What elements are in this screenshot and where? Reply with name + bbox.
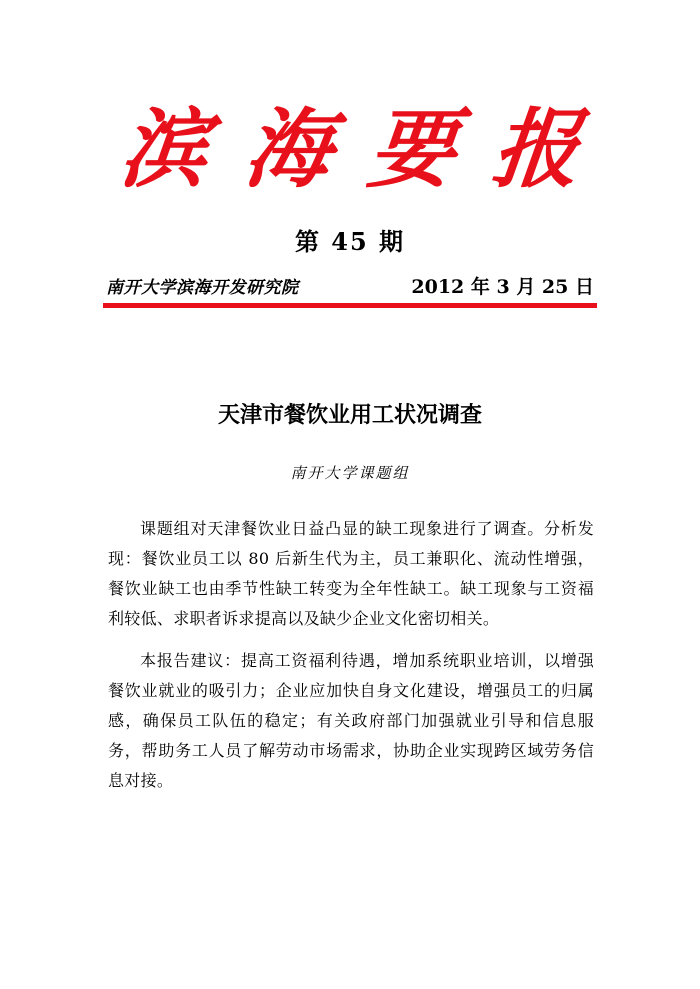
article-paragraph-recommendations: 本报告建议：提高工资福利待遇，增加系统职业培训，以增强餐饮业就业的吸引力；企业应加快自身文化建设，增强员工的归属感，确保员工队伍的稳定；有关政府部门加强就业引导和信息服务，帮助务工人员了解劳动市场需求，协助企业实现跨区域劳务信息对接。 <box>108 651 594 790</box>
masthead <box>0 100 700 200</box>
info-row <box>106 272 594 299</box>
header-divider <box>103 303 597 308</box>
article-paragraph-summary: 课题组对天津餐饮业日益凸显的缺工现象进行了调查。分析发现：餐饮业员工以 80 后新生代为主，员工兼职化、流动性增强，餐饮业缺工也由季节性缺工转变为全年性缺工。缺工现象与工资福利较低、求职者诉求提高以及缺少企业文化密切相关。 <box>108 519 594 628</box>
institute-name: 南开大学滨海开发研究院 <box>106 278 299 298</box>
article-author: 南开大学课题组 <box>290 464 410 482</box>
masthead-title: 滨海要报 <box>115 99 623 200</box>
article-body <box>108 514 594 808</box>
article-title: 天津市餐饮业用工状况调查 <box>217 403 482 428</box>
issue-date: 2012 年 3 月 25 日 <box>411 276 594 298</box>
issue-number: 第 45 期 <box>294 227 406 256</box>
